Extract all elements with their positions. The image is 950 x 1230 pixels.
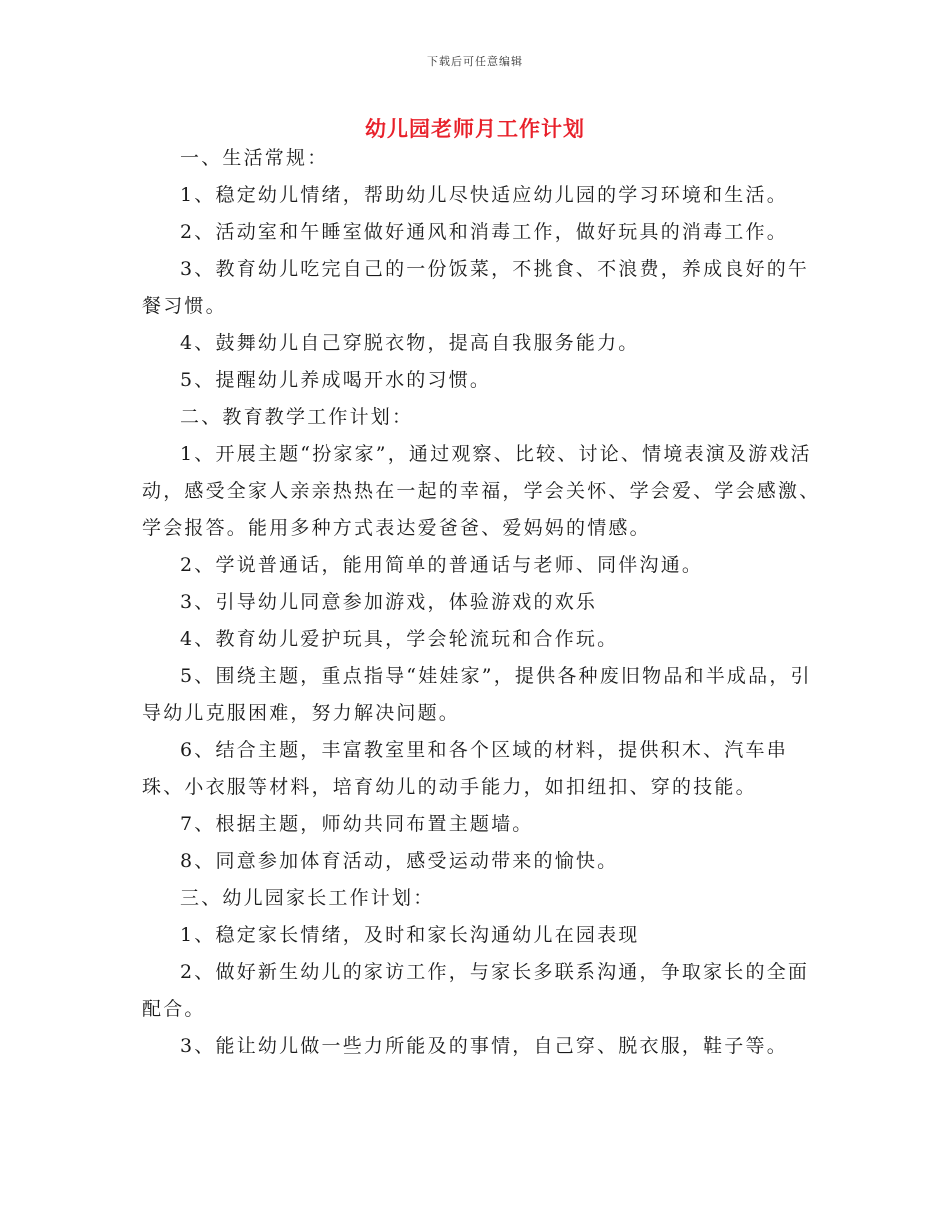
paragraph: 7、根据主题，师幼共同布置主题墙。 [180, 813, 534, 835]
paragraph: 5、围绕主题，重点指导“娃娃家”，提供各种废旧物品和半成品，引导幼儿克服困难，努力解决问题。 [142, 665, 812, 724]
section-heading-life-routine: 一、生活常规： [180, 147, 329, 169]
paragraph: 8、同意参加体育活动，感受运动带来的愉快。 [180, 850, 619, 872]
paragraph: 2、做好新生幼儿的家访工作，与家长多联系沟通，争取家长的全面配合。 [142, 961, 810, 1020]
paragraph: 3、能让幼儿做一些力所能及的事情，自己穿、脱衣服，鞋子等。 [180, 1035, 788, 1057]
paragraph: 4、教育幼儿爱护玩具，学会轮流玩和合作玩。 [180, 628, 619, 650]
paragraph: 1、稳定家长情绪，及时和家长沟通幼儿在园表现 [180, 924, 640, 946]
paragraph: 1、开展主题“扮家家”，通过观察、比较、讨论、情境表演及游戏活动，感受全家人亲亲热热在一起的幸福，学会关怀、学会爱、学会感激、学会报答。能用多种方式表达爱爸爸、爱妈妈的情感。 [142, 443, 821, 539]
paragraph: 3、教育幼儿吃完自己的一份饭菜，不挑食、不浪费，养成良好的午餐习惯。 [142, 258, 810, 317]
paragraph: 3、引导幼儿同意参加游戏，体验游戏的欢乐 [180, 591, 598, 613]
paragraph: 1、稳定幼儿情绪，帮助幼儿尽快适应幼儿园的学习环境和生活。 [180, 184, 788, 206]
paragraph: 5、提醒幼儿养成喝开水的习惯。 [180, 369, 492, 391]
document-title: 幼儿园老师月工作计划 [365, 117, 585, 141]
paragraph: 4、鼓舞幼儿自己穿脱衣物，提高自我服务能力。 [180, 332, 640, 354]
paragraph: 2、活动室和午睡室做好通风和消毒工作，做好玩具的消毒工作。 [180, 221, 788, 243]
paragraph: 6、结合主题，丰富教室里和各个区域的材料，提供积木、汽车串珠、小衣服等材料，培育幼儿的动手能力，如扣纽扣、穿的技能。 [142, 739, 788, 798]
section-heading-parent-work: 三、幼儿园家长工作计划： [180, 887, 435, 909]
paragraph: 2、学说普通话，能用简单的普通话与老师、同伴沟通。 [180, 554, 704, 576]
header-note: 下载后可任意编辑 [427, 55, 523, 68]
section-heading-teaching-plan: 二、教育教学工作计划： [180, 406, 414, 428]
document-body [142, 140, 822, 1065]
